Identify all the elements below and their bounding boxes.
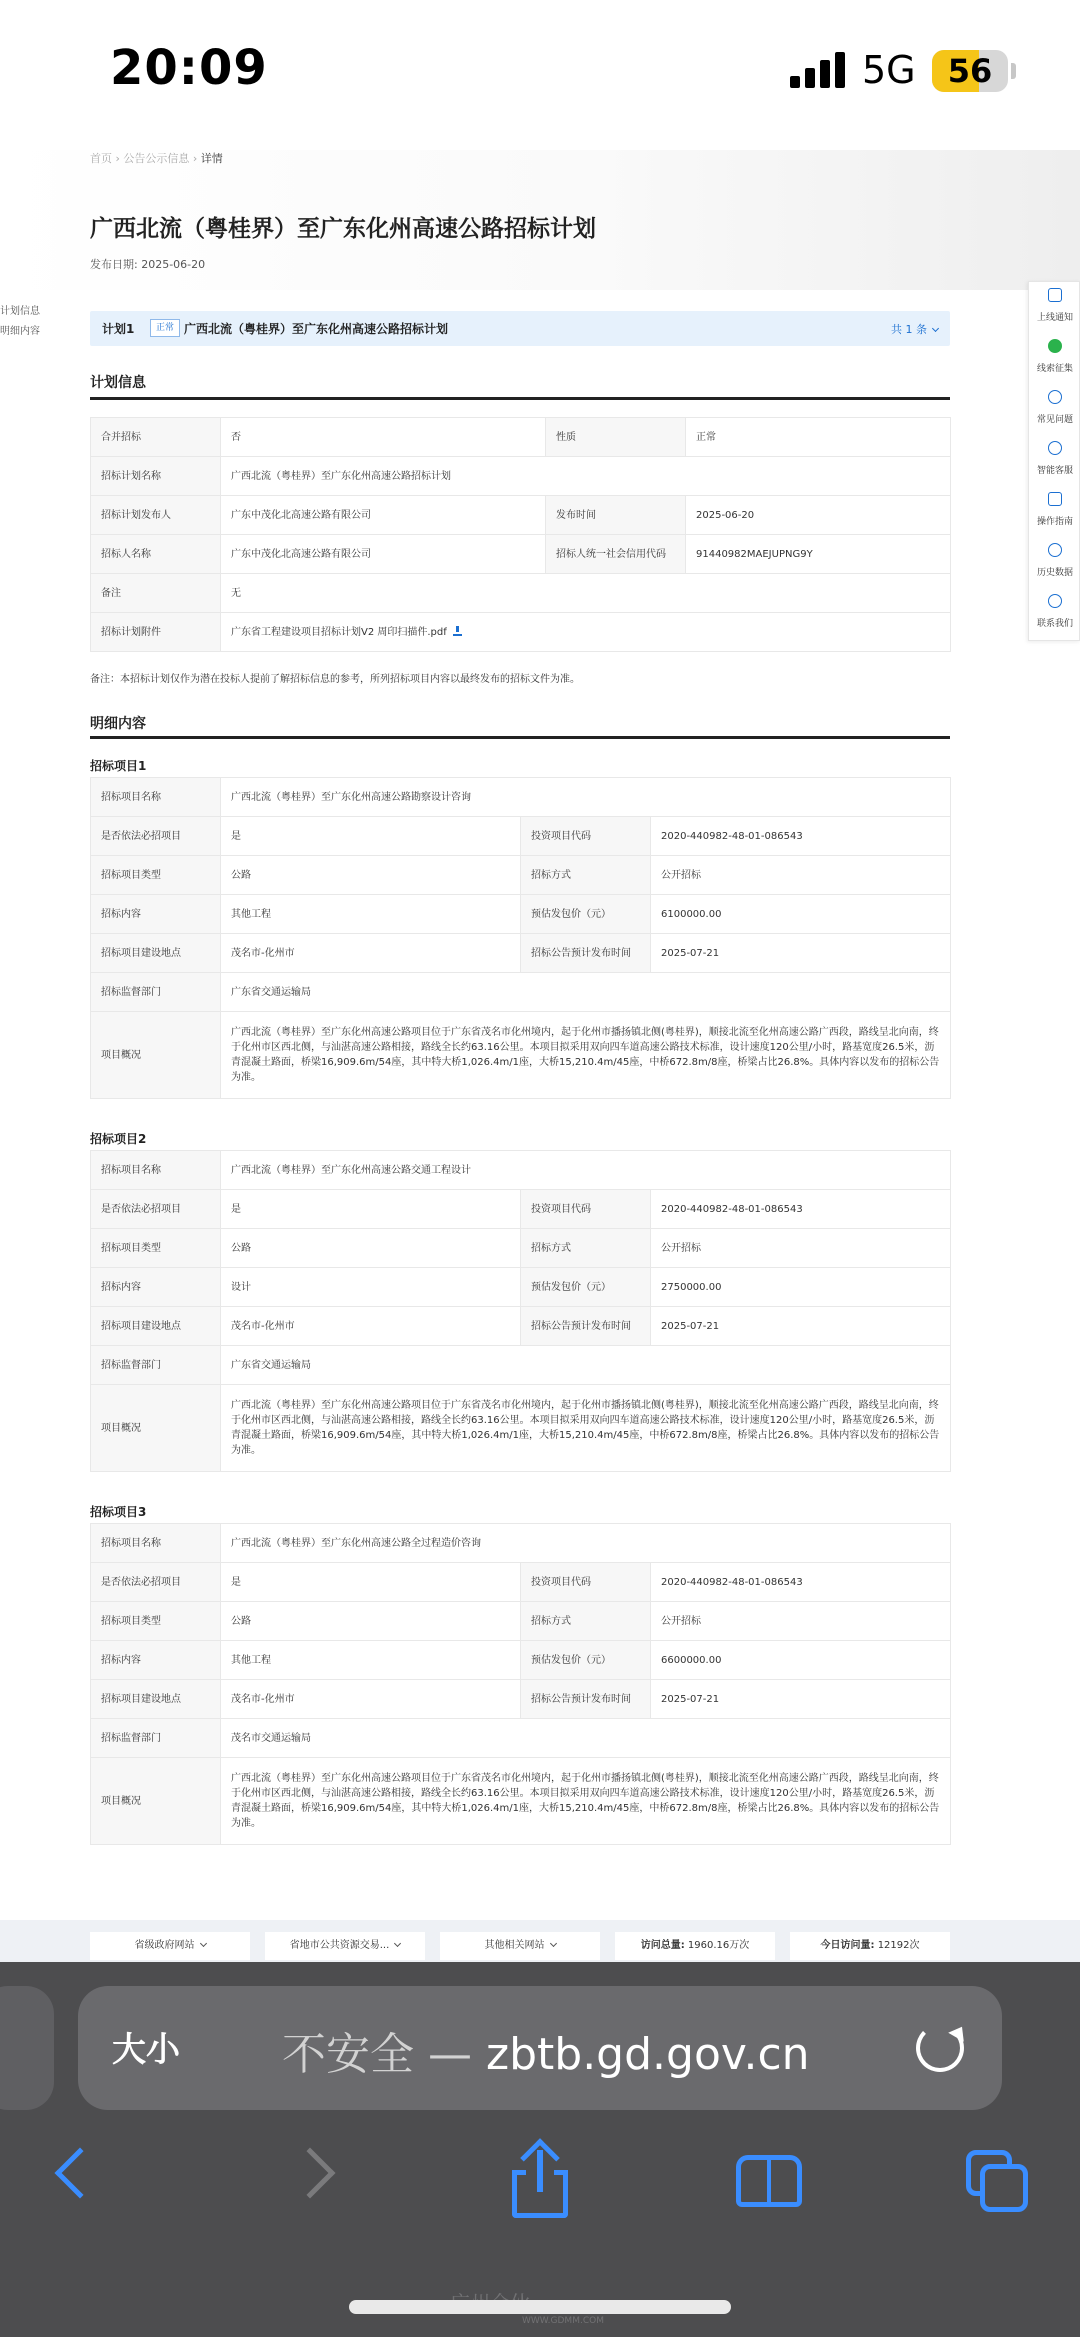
network-type: 5G — [862, 48, 916, 92]
table-value: 公开招标 — [651, 856, 951, 895]
table-row — [91, 1758, 951, 1845]
reload-icon[interactable] — [916, 2024, 964, 2072]
status-time: 20:09 — [110, 40, 268, 96]
previous-tab-peek[interactable] — [0, 1986, 54, 2110]
phone-icon — [1048, 594, 1062, 608]
table-label: 招标监督部门 — [91, 1346, 221, 1385]
table-value: 6100000.00 — [651, 895, 951, 934]
table-row — [91, 1680, 951, 1719]
today-visits-label: 今日访问量: — [820, 1940, 875, 1951]
toolbar-label: 线索征集 — [1036, 364, 1073, 374]
table-label: 招标人名称 — [91, 535, 221, 574]
toolbar-online-notice[interactable] — [1029, 282, 1080, 334]
table-value: 广东中茂化北高速公路有限公司 — [221, 496, 546, 535]
table-value: 茂名市-化州市 — [221, 1680, 521, 1719]
section-divider — [90, 397, 950, 400]
project-title: 招标项目1 — [90, 759, 147, 773]
other-sites-dropdown[interactable] — [440, 1932, 600, 1960]
status-bar — [0, 0, 1080, 150]
breadcrumb-separator: › — [192, 152, 198, 165]
table-label: 投资项目代码 — [521, 1563, 651, 1602]
status-badge: 正常 — [150, 319, 180, 337]
table-label: 招标项目类型 — [91, 856, 221, 895]
project-table — [90, 1523, 951, 1845]
toolbar-label: 操作指南 — [1036, 517, 1073, 527]
table-value: 无 — [221, 574, 951, 613]
table-row — [91, 1385, 951, 1472]
chevron-down-icon — [549, 1940, 556, 1947]
table-row — [91, 1524, 951, 1563]
page-title: 广西北流（粤桂界）至广东化州高速公路招标计划 — [90, 216, 596, 242]
table-label: 项目概况 — [91, 1385, 221, 1472]
nav-plan-info[interactable]: 计划信息 — [0, 306, 40, 317]
table-row — [91, 457, 951, 496]
table-label: 投资项目代码 — [521, 1190, 651, 1229]
bookmarks-icon[interactable] — [736, 2155, 802, 2207]
total-visits — [615, 1932, 775, 1960]
text-size-button[interactable]: 大小 — [112, 2030, 180, 2070]
project-table — [90, 777, 951, 1099]
table-value: 是 — [221, 1190, 521, 1229]
table-value: 茂名市-化州市 — [221, 934, 521, 973]
city-sites-label: 省地市公共资源交易... — [289, 1940, 390, 1951]
table-value: 是 — [221, 817, 521, 856]
table-value: 2025-06-20 — [686, 496, 951, 535]
table-row — [91, 496, 951, 535]
table-label: 招标项目名称 — [91, 778, 221, 817]
table-value: 公开招标 — [651, 1602, 951, 1641]
insecure-label: 不安全 — — [282, 2029, 486, 2080]
table-value: 广西北流（粤桂界）至广东化州高速公路全过程造价咨询 — [221, 1524, 951, 1563]
table-label: 招标监督部门 — [91, 973, 221, 1012]
plan-note: 备注：本招标计划仅作为潜在投标人提前了解招标信息的参考，所列招标项目内容以最终发布的招标文件为准。 — [90, 674, 580, 685]
project-title: 招标项目2 — [90, 1132, 147, 1146]
table-label: 投资项目代码 — [521, 817, 651, 856]
headset-icon — [1048, 441, 1062, 455]
download-icon[interactable] — [453, 626, 462, 636]
table-label: 招标内容 — [91, 1641, 221, 1680]
table-value: 广西北流（粤桂界）至广东化州高速公路招标计划 — [221, 457, 951, 496]
url-text[interactable] — [282, 2018, 810, 2082]
attachment-cell — [221, 613, 951, 652]
table-value: 6600000.00 — [651, 1641, 951, 1680]
table-label: 预估发包价（元） — [521, 895, 651, 934]
table-value: 2750000.00 — [651, 1268, 951, 1307]
toolbar-smart-service[interactable] — [1029, 435, 1080, 487]
breadcrumb-notice[interactable]: 公告公示信息 — [123, 152, 190, 165]
table-label: 招标计划名称 — [91, 457, 221, 496]
speaker-icon — [1048, 288, 1062, 302]
table-row — [91, 1719, 951, 1758]
table-row — [91, 895, 951, 934]
table-row — [91, 535, 951, 574]
table-label: 发布时间 — [546, 496, 686, 535]
share-icon[interactable] — [512, 2148, 568, 2218]
table-row — [91, 574, 951, 613]
table-label: 预估发包价（元） — [521, 1641, 651, 1680]
toolbar-label: 历史数据 — [1036, 568, 1073, 578]
table-label: 备注 — [91, 574, 221, 613]
project-overview: 广西北流（粤桂界）至广东化州高速公路项目位于广东省茂名市化州境内，起于化州市播扬镇北侧(粤桂界)，顺接北流至化州高速公路广西段，路线呈北向南，终于化州市区西北侧，与汕湛高速公路相接，路线全长约63.16公里。本项目拟采用双向四车道高速公路技术标准，设计速度120公里/小时，路基宽度26.5米，沥青混凝土路面，桥梁16,909.6m/54座，其中特大桥1,026.4m/1座，大桥15,210.4m/45座，中桥672.8m/8座，桥梁占比26.8%。具体内容以发布的招标公告为准。 — [231, 1773, 940, 1829]
plan-count: 共 1 条 — [891, 323, 927, 336]
table-value: 2025-07-21 — [651, 934, 951, 973]
table-label: 招标项目建设地点 — [91, 934, 221, 973]
today-visits — [790, 1932, 950, 1960]
section-title-plan-info: 计划信息 — [90, 375, 146, 391]
home-indicator — [349, 2300, 731, 2314]
table-row — [91, 1151, 951, 1190]
plan-count-dropdown[interactable] — [891, 321, 938, 337]
table-value: 茂名市-化州市 — [221, 1307, 521, 1346]
table-value: 正常 — [686, 418, 951, 457]
battery-cap — [1011, 63, 1016, 79]
overview-cell — [221, 1012, 951, 1099]
table-label: 招标项目建设地点 — [91, 1680, 221, 1719]
attachment-link[interactable]: 广东省工程建设项目招标计划V2 周印扫描件.pdf — [231, 626, 447, 638]
gov-sites-label: 省级政府网站 — [134, 1940, 195, 1951]
table-value: 设计 — [221, 1268, 521, 1307]
table-value: 2025-07-21 — [651, 1680, 951, 1719]
table-row — [91, 973, 951, 1012]
plan-info-table — [90, 417, 951, 652]
plan-selector[interactable] — [90, 311, 950, 346]
toolbar-history[interactable] — [1029, 537, 1080, 589]
table-row — [91, 817, 951, 856]
plan-title: 广西北流（粤桂界）至广东化州高速公路招标计划 — [184, 322, 449, 336]
table-label: 招标项目建设地点 — [91, 1307, 221, 1346]
table-row — [91, 934, 951, 973]
table-label: 项目概况 — [91, 1012, 221, 1099]
chevron-down-icon — [394, 1940, 401, 1947]
table-row — [91, 613, 951, 652]
breadcrumb — [90, 150, 223, 166]
table-value: 2025-07-21 — [651, 1307, 951, 1346]
table-label: 是否依法必招项目 — [91, 817, 221, 856]
city-sites-dropdown[interactable] — [265, 1932, 425, 1960]
table-label: 招标公告预计发布时间 — [521, 1680, 651, 1719]
table-row — [91, 778, 951, 817]
section-title-details: 明细内容 — [90, 716, 146, 732]
question-icon — [1048, 390, 1062, 404]
table-value: 否 — [221, 418, 546, 457]
table-label: 招标方式 — [521, 1602, 651, 1641]
breadcrumb-separator: › — [115, 152, 120, 165]
table-value: 茂名市交通运输局 — [221, 1719, 951, 1758]
overview-cell — [221, 1758, 951, 1845]
table-row — [91, 1641, 951, 1680]
table-value: 公路 — [221, 1229, 521, 1268]
table-value: 公路 — [221, 856, 521, 895]
table-value: 其他工程 — [221, 1641, 521, 1680]
project-overview: 广西北流（粤桂界）至广东化州高速公路项目位于广东省茂名市化州境内，起于化州市播扬镇北侧(粤桂界)，顺接北流至化州高速公路广西段，路线呈北向南，终于化州市区西北侧，与汕湛高速公路相接，路线全长约63.16公里。本项目拟采用双向四车道高速公路技术标准，设计速度120公里/小时，路基宽度26.5米，沥青混凝土路面，桥梁16,909.6m/54座，其中特大桥1,026.4m/1座，大桥15,210.4m/45座，中桥672.8m/8座，桥梁占比26.8%。具体内容以发布的招标公告为准。 — [231, 1027, 940, 1083]
table-label: 预估发包价（元） — [521, 1268, 651, 1307]
table-value: 91440982MAEJUPNG9Y — [686, 535, 951, 574]
table-value: 公开招标 — [651, 1229, 951, 1268]
table-label: 招标监督部门 — [91, 1719, 221, 1758]
toolbar-label: 智能客服 — [1036, 466, 1073, 476]
watermark-sub: WWW.GDMM.COM — [522, 2316, 604, 2326]
table-label: 项目概况 — [91, 1758, 221, 1845]
plan-label: 计划1 — [102, 322, 135, 336]
chevron-down-icon — [199, 1940, 206, 1947]
table-label: 招标公告预计发布时间 — [521, 934, 651, 973]
table-label: 是否依法必招项目 — [91, 1190, 221, 1229]
table-label: 招标方式 — [521, 856, 651, 895]
toolbar-label: 常见问题 — [1036, 415, 1073, 425]
table-row — [91, 1229, 951, 1268]
table-label: 招标项目类型 — [91, 1229, 221, 1268]
toolbar-clue-collection[interactable] — [1029, 333, 1080, 385]
table-label: 性质 — [546, 418, 686, 457]
table-row — [91, 1563, 951, 1602]
toolbar-label: 上线通知 — [1036, 313, 1073, 323]
address-bar[interactable] — [78, 1986, 1002, 2110]
table-value: 2020-440982-48-01-086543 — [651, 1563, 951, 1602]
table-label: 招标公告预计发布时间 — [521, 1307, 651, 1346]
table-value: 广东省交通运输局 — [221, 973, 951, 1012]
toolbar-contact[interactable] — [1029, 588, 1080, 640]
table-value: 是 — [221, 1563, 521, 1602]
project-title: 招标项目3 — [90, 1505, 147, 1519]
table-value: 其他工程 — [221, 895, 521, 934]
table-label: 招标项目类型 — [91, 1602, 221, 1641]
table-row — [91, 418, 951, 457]
table-label: 招标内容 — [91, 895, 221, 934]
signal-strength-icon — [790, 52, 846, 88]
toolbar-faq[interactable] — [1029, 384, 1080, 436]
table-label: 是否依法必招项目 — [91, 1563, 221, 1602]
table-value: 2020-440982-48-01-086543 — [651, 1190, 951, 1229]
table-label: 招标计划附件 — [91, 613, 221, 652]
gov-sites-dropdown[interactable] — [90, 1932, 250, 1960]
publish-date: 发布日期: 2025-06-20 — [90, 258, 206, 271]
clue-icon — [1048, 339, 1062, 353]
table-value: 广西北流（粤桂界）至广东化州高速公路勘察设计咨询 — [221, 778, 951, 817]
table-row — [91, 1012, 951, 1099]
nav-details[interactable]: 明细内容 — [0, 326, 40, 337]
toolbar-guide[interactable] — [1029, 486, 1080, 538]
breadcrumb-current: 详情 — [200, 152, 223, 165]
table-label: 招标项目名称 — [91, 1151, 221, 1190]
table-value: 广东省交通运输局 — [221, 1346, 951, 1385]
table-label: 招标项目名称 — [91, 1524, 221, 1563]
total-visits-value: 1960.16万次 — [687, 1940, 750, 1951]
tabs-icon[interactable] — [966, 2150, 1028, 2212]
battery-level: 56 — [947, 52, 993, 90]
table-label: 招标方式 — [521, 1229, 651, 1268]
send-icon — [1048, 492, 1062, 506]
overview-cell — [221, 1385, 951, 1472]
table-label: 招标人统一社会信用代码 — [546, 535, 686, 574]
breadcrumb-home[interactable]: 首页 — [90, 152, 112, 165]
right-floating-toolbar — [1028, 281, 1080, 641]
other-sites-label: 其他相关网站 — [484, 1940, 545, 1951]
table-value: 广东中茂化北高速公路有限公司 — [221, 535, 546, 574]
chevron-down-icon — [932, 325, 939, 332]
total-visits-label: 访问总量: — [640, 1940, 685, 1951]
project-overview: 广西北流（粤桂界）至广东化州高速公路项目位于广东省茂名市化州境内，起于化州市播扬镇北侧(粤桂界)，顺接北流至化州高速公路广西段，路线呈北向南，终于化州市区西北侧，与汕湛高速公路相接，路线全长约63.16公里。本项目拟采用双向四车道高速公路技术标准，设计速度120公里/小时，路基宽度26.5米，沥青混凝土路面，桥梁16,909.6m/54座，其中特大桥1,026.4m/1座，大桥15,210.4m/45座，中桥672.8m/8座，桥梁占比26.8%。具体内容以发布的招标公告为准。 — [231, 1400, 940, 1456]
table-row — [91, 1190, 951, 1229]
table-label: 招标内容 — [91, 1268, 221, 1307]
left-anchor-nav — [0, 302, 40, 342]
table-row — [91, 1346, 951, 1385]
table-row — [91, 856, 951, 895]
url-host: zbtb.gd.gov.cn — [485, 2029, 810, 2080]
today-visits-value: 12192次 — [877, 1940, 920, 1951]
section-divider — [90, 736, 950, 739]
history-icon — [1048, 543, 1062, 557]
table-value: 广西北流（粤桂界）至广东化州高速公路交通工程设计 — [221, 1151, 951, 1190]
table-row — [91, 1268, 951, 1307]
project-table — [90, 1150, 951, 1472]
table-row — [91, 1307, 951, 1346]
table-value: 公路 — [221, 1602, 521, 1641]
table-row — [91, 1602, 951, 1641]
toolbar-label: 联系我们 — [1036, 619, 1073, 629]
table-label: 合并招标 — [91, 418, 221, 457]
battery-icon — [932, 50, 1008, 92]
table-label: 招标计划发布人 — [91, 496, 221, 535]
table-value: 2020-440982-48-01-086543 — [651, 817, 951, 856]
